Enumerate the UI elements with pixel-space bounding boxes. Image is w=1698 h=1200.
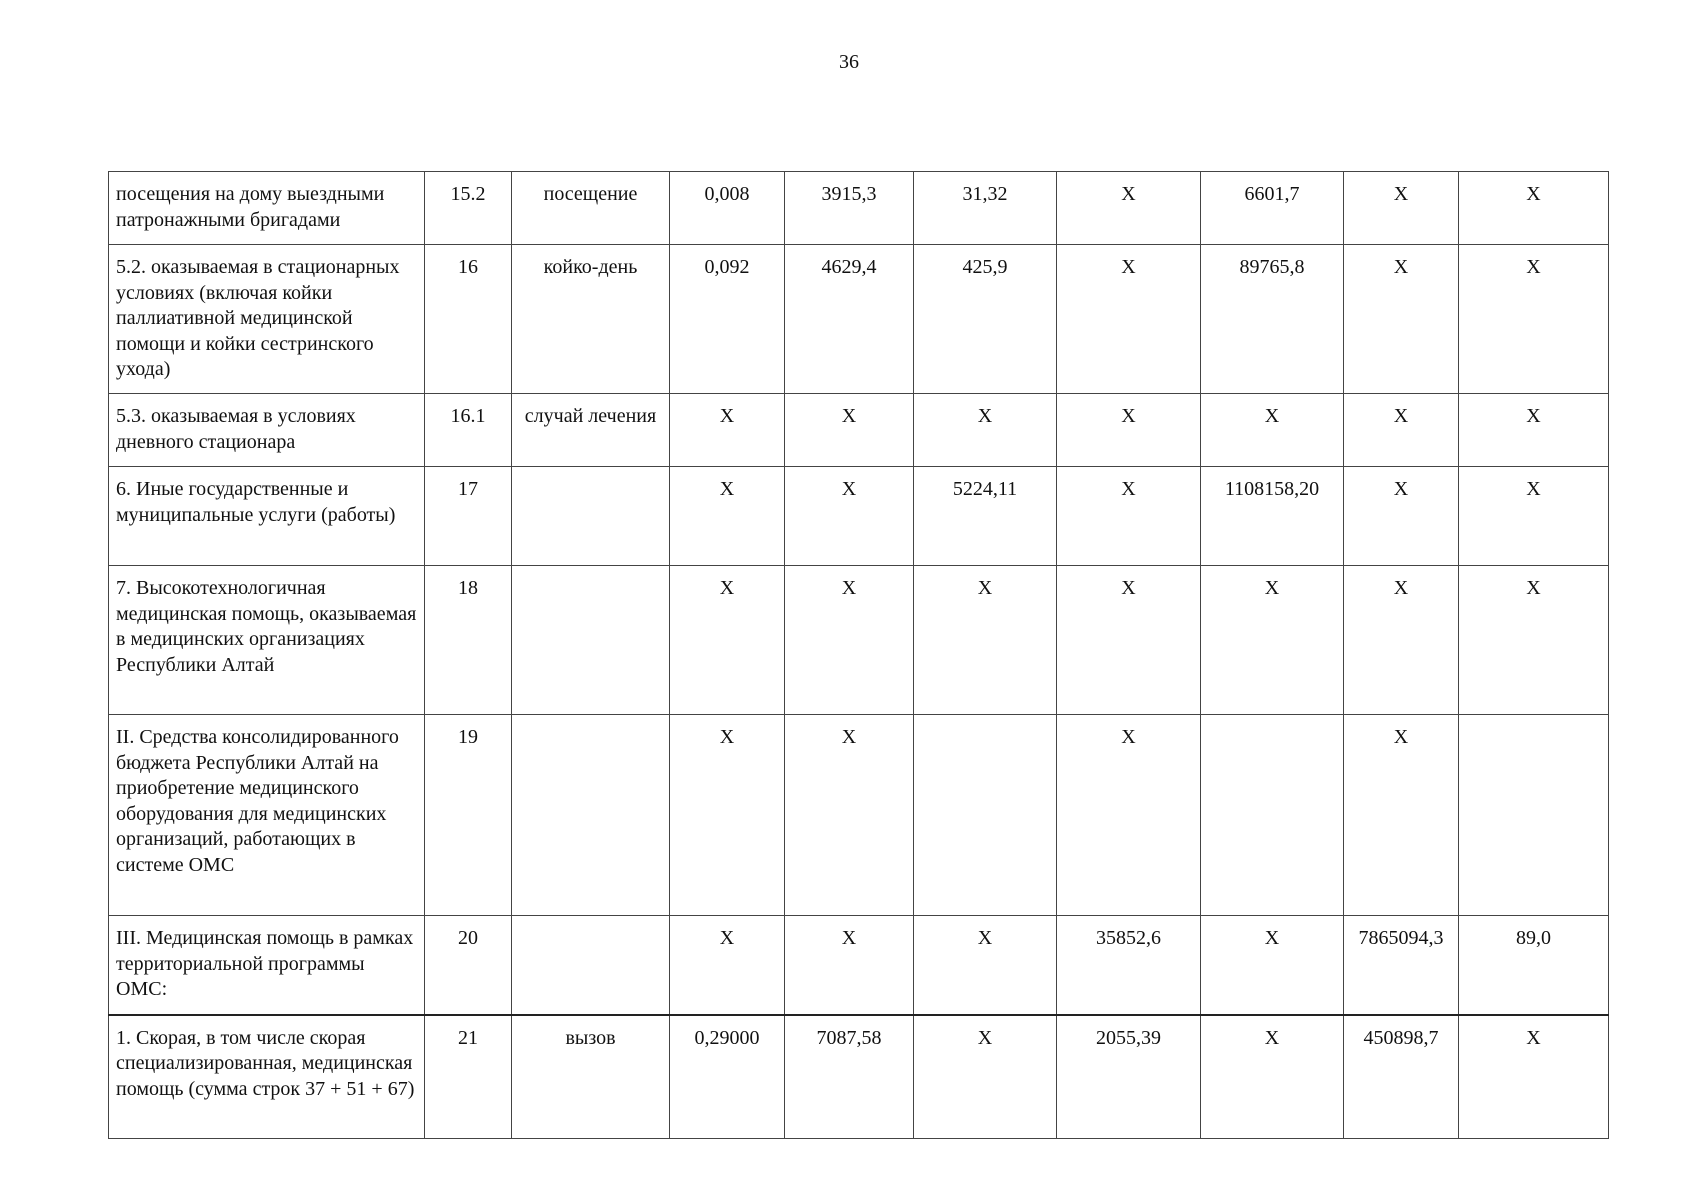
row-code: 21 [425, 1015, 512, 1139]
cell-col8: X [1201, 1015, 1344, 1139]
cell-col6: X [914, 916, 1057, 1015]
table-row [109, 715, 1609, 916]
table-row [109, 916, 1609, 1015]
cell-col8: 6601,7 [1201, 172, 1344, 245]
row-name: 5.3. оказываемая в условиях дневного стационара [109, 394, 425, 467]
cell-col7: X [1057, 245, 1201, 394]
cell-col7: X [1057, 467, 1201, 566]
cell-col4: X [670, 467, 785, 566]
budget-table [108, 171, 1609, 1139]
table-row [109, 172, 1609, 245]
cell-col7: X [1057, 566, 1201, 715]
cell-col10: 89,0 [1459, 916, 1609, 1015]
cell-col5: X [785, 394, 914, 467]
row-code: 16 [425, 245, 512, 394]
cell-col10 [1459, 715, 1609, 916]
row-unit: вызов [512, 1015, 670, 1139]
table-row [109, 467, 1609, 566]
table-row [109, 394, 1609, 467]
cell-col10: X [1459, 172, 1609, 245]
cell-col6: X [914, 566, 1057, 715]
cell-col4: X [670, 916, 785, 1015]
cell-col5: X [785, 566, 914, 715]
row-code: 19 [425, 715, 512, 916]
cell-col8: X [1201, 566, 1344, 715]
row-unit: посещение [512, 172, 670, 245]
cell-col10: X [1459, 566, 1609, 715]
cell-col5: 7087,58 [785, 1015, 914, 1139]
cell-col9: 450898,7 [1344, 1015, 1459, 1139]
cell-col10: X [1459, 467, 1609, 566]
cell-col8 [1201, 715, 1344, 916]
cell-col5: X [785, 715, 914, 916]
cell-col6 [914, 715, 1057, 916]
cell-col4: 0,29000 [670, 1015, 785, 1139]
row-unit [512, 916, 670, 1015]
row-unit: случай лечения [512, 394, 670, 467]
cell-col5: X [785, 467, 914, 566]
cell-col6: 425,9 [914, 245, 1057, 394]
cell-col4: X [670, 394, 785, 467]
cell-col7: 2055,39 [1057, 1015, 1201, 1139]
row-name: II. Средства консолидированного бюджета Республики Алтай на приобретение медицинского оборудования для медицинских организаций, работающих в системе ОМС [109, 715, 425, 916]
table-row [109, 566, 1609, 715]
table-row [109, 1015, 1609, 1139]
row-code: 15.2 [425, 172, 512, 245]
cell-col8: X [1201, 916, 1344, 1015]
row-code: 20 [425, 916, 512, 1015]
cell-col4: 0,092 [670, 245, 785, 394]
row-unit: койко-день [512, 245, 670, 394]
cell-col6: X [914, 1015, 1057, 1139]
cell-col6: X [914, 394, 1057, 467]
cell-col9: X [1344, 715, 1459, 916]
cell-col7: X [1057, 715, 1201, 916]
cell-col8: 89765,8 [1201, 245, 1344, 394]
cell-col9: X [1344, 245, 1459, 394]
row-name: 6. Иные государственные и муниципальные услуги (работы) [109, 467, 425, 566]
cell-col7: X [1057, 394, 1201, 467]
cell-col10: X [1459, 394, 1609, 467]
row-name: III. Медицинская помощь в рамках территориальной программы ОМС: [109, 916, 425, 1015]
cell-col8: 1108158,20 [1201, 467, 1344, 566]
row-code: 17 [425, 467, 512, 566]
cell-col10: X [1459, 1015, 1609, 1139]
cell-col4: 0,008 [670, 172, 785, 245]
cell-col7: 35852,6 [1057, 916, 1201, 1015]
cell-col9: X [1344, 394, 1459, 467]
cell-col4: X [670, 715, 785, 916]
row-unit [512, 715, 670, 916]
cell-col8: X [1201, 394, 1344, 467]
row-name: 5.2. оказываемая в стационарных условиях (включая койки паллиативной медицинской помощи и койки сестринского ухода) [109, 245, 425, 394]
row-name: 7. Высокотехнологичная медицинская помощь, оказываемая в медицинских организациях Республики Алтай [109, 566, 425, 715]
cell-col7: X [1057, 172, 1201, 245]
cell-col4: X [670, 566, 785, 715]
row-unit [512, 566, 670, 715]
cell-col10: X [1459, 245, 1609, 394]
row-code: 18 [425, 566, 512, 715]
cell-col9: X [1344, 566, 1459, 715]
table-row [109, 245, 1609, 394]
cell-col5: 4629,4 [785, 245, 914, 394]
cell-col9: 7865094,3 [1344, 916, 1459, 1015]
cell-col6: 5224,11 [914, 467, 1057, 566]
page-number: 36 [839, 51, 859, 73]
cell-col5: X [785, 916, 914, 1015]
cell-col6: 31,32 [914, 172, 1057, 245]
cell-col9: X [1344, 172, 1459, 245]
cell-col9: X [1344, 467, 1459, 566]
row-name: посещения на дому выездными патронажными бригадами [109, 172, 425, 245]
row-name: 1. Скорая, в том числе скорая специализированная, медицинская помощь (сумма строк 37 + 51 + 67) [109, 1015, 425, 1139]
row-code: 16.1 [425, 394, 512, 467]
cell-col5: 3915,3 [785, 172, 914, 245]
row-unit [512, 467, 670, 566]
